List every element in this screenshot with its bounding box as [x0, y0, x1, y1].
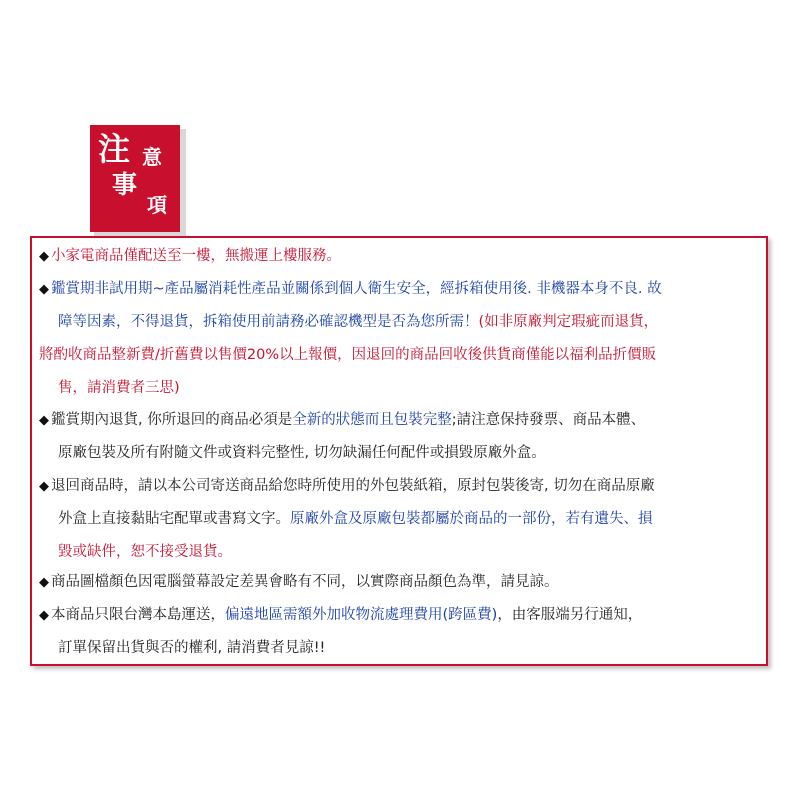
- stamp-char-1: 注: [98, 130, 131, 168]
- notice-item-3: [39, 404, 764, 470]
- notice-text: 商品圖檔顏色因電腦螢幕設定差異會略有不同，以實際商品顏色為準，請見諒。: [51, 574, 559, 590]
- notice-text: 小家電商品僅配送至一樓，無搬運上樓服務。: [51, 248, 341, 264]
- diamond-bullet-icon: ◆: [39, 608, 49, 623]
- diamond-bullet-icon: ◆: [39, 479, 49, 494]
- notice-text-red: (如非原廠判定瑕疵而退貨，: [478, 314, 659, 330]
- notice-text-red: 售，請消費者三思): [58, 380, 180, 396]
- notice-text-red: 將酌收商品整新費/折舊費以售價20%以上報價，因退回的商品回收後供貨商僅能以福利品折價販: [39, 347, 657, 363]
- notice-text-blue: 偏遠地區需額外加收物流處理費用(跨區費): [225, 607, 498, 623]
- notice-item-2: [39, 273, 764, 405]
- notice-item-4: [39, 470, 764, 569]
- notice-stamp: [90, 125, 180, 232]
- notice-text: ，由客服端另行通知，: [497, 607, 643, 623]
- notice-text: 本商品只限台灣本島運送，: [51, 607, 225, 623]
- notice-item-1: [39, 240, 764, 273]
- notice-item-6: [39, 599, 764, 665]
- notice-text: 鑑賞期非試用期~產品屬消耗性產品並關係到個人衛生安全，經拆箱使用後. 非機器本身不良. 故: [51, 281, 662, 297]
- stamp-char-2: 意: [142, 145, 162, 169]
- diamond-bullet-icon: ◆: [39, 282, 49, 297]
- notice-text: ;請注意保持發票、商品本體、: [451, 412, 646, 428]
- notice-text: 鑑賞期內退貨, 你所退回的商品必須是: [51, 412, 293, 428]
- notice-text-blue: 全新的狀態而且包裝完整: [292, 412, 452, 428]
- notice-item-5: [39, 566, 764, 599]
- stamp-char-3: 事: [112, 170, 138, 199]
- notice-text: 障等因素，不得退貨，拆箱使用前請務必確認機型是否為您所需！: [58, 314, 479, 330]
- notice-text: 訂單保留出貨與否的權利, 請消費者見諒!!: [58, 640, 326, 656]
- diamond-bullet-icon: ◆: [39, 413, 49, 428]
- notice-text-red: 毀或缺件，恕不接受退貨。: [58, 544, 232, 560]
- diamond-bullet-icon: ◆: [39, 249, 49, 264]
- stamp-char-4: 項: [147, 193, 167, 217]
- notice-text: 外盒上直接黏貼宅配單或書寫文字。: [58, 511, 290, 527]
- diamond-bullet-icon: ◆: [39, 575, 49, 590]
- notice-text: 原廠包裝及所有附隨文件或資料完整性, 切勿缺漏任何配件或損毀原廠外盒。: [58, 445, 546, 461]
- notice-text: 退回商品時，請以本公司寄送商品給您時所使用的外包裝紙箱，原封包裝後寄, 切勿在商品原廠: [51, 478, 655, 494]
- notice-text-blue: 原廠外盒及原廠包裝都屬於商品的一部份，若有遺失、損: [290, 511, 653, 527]
